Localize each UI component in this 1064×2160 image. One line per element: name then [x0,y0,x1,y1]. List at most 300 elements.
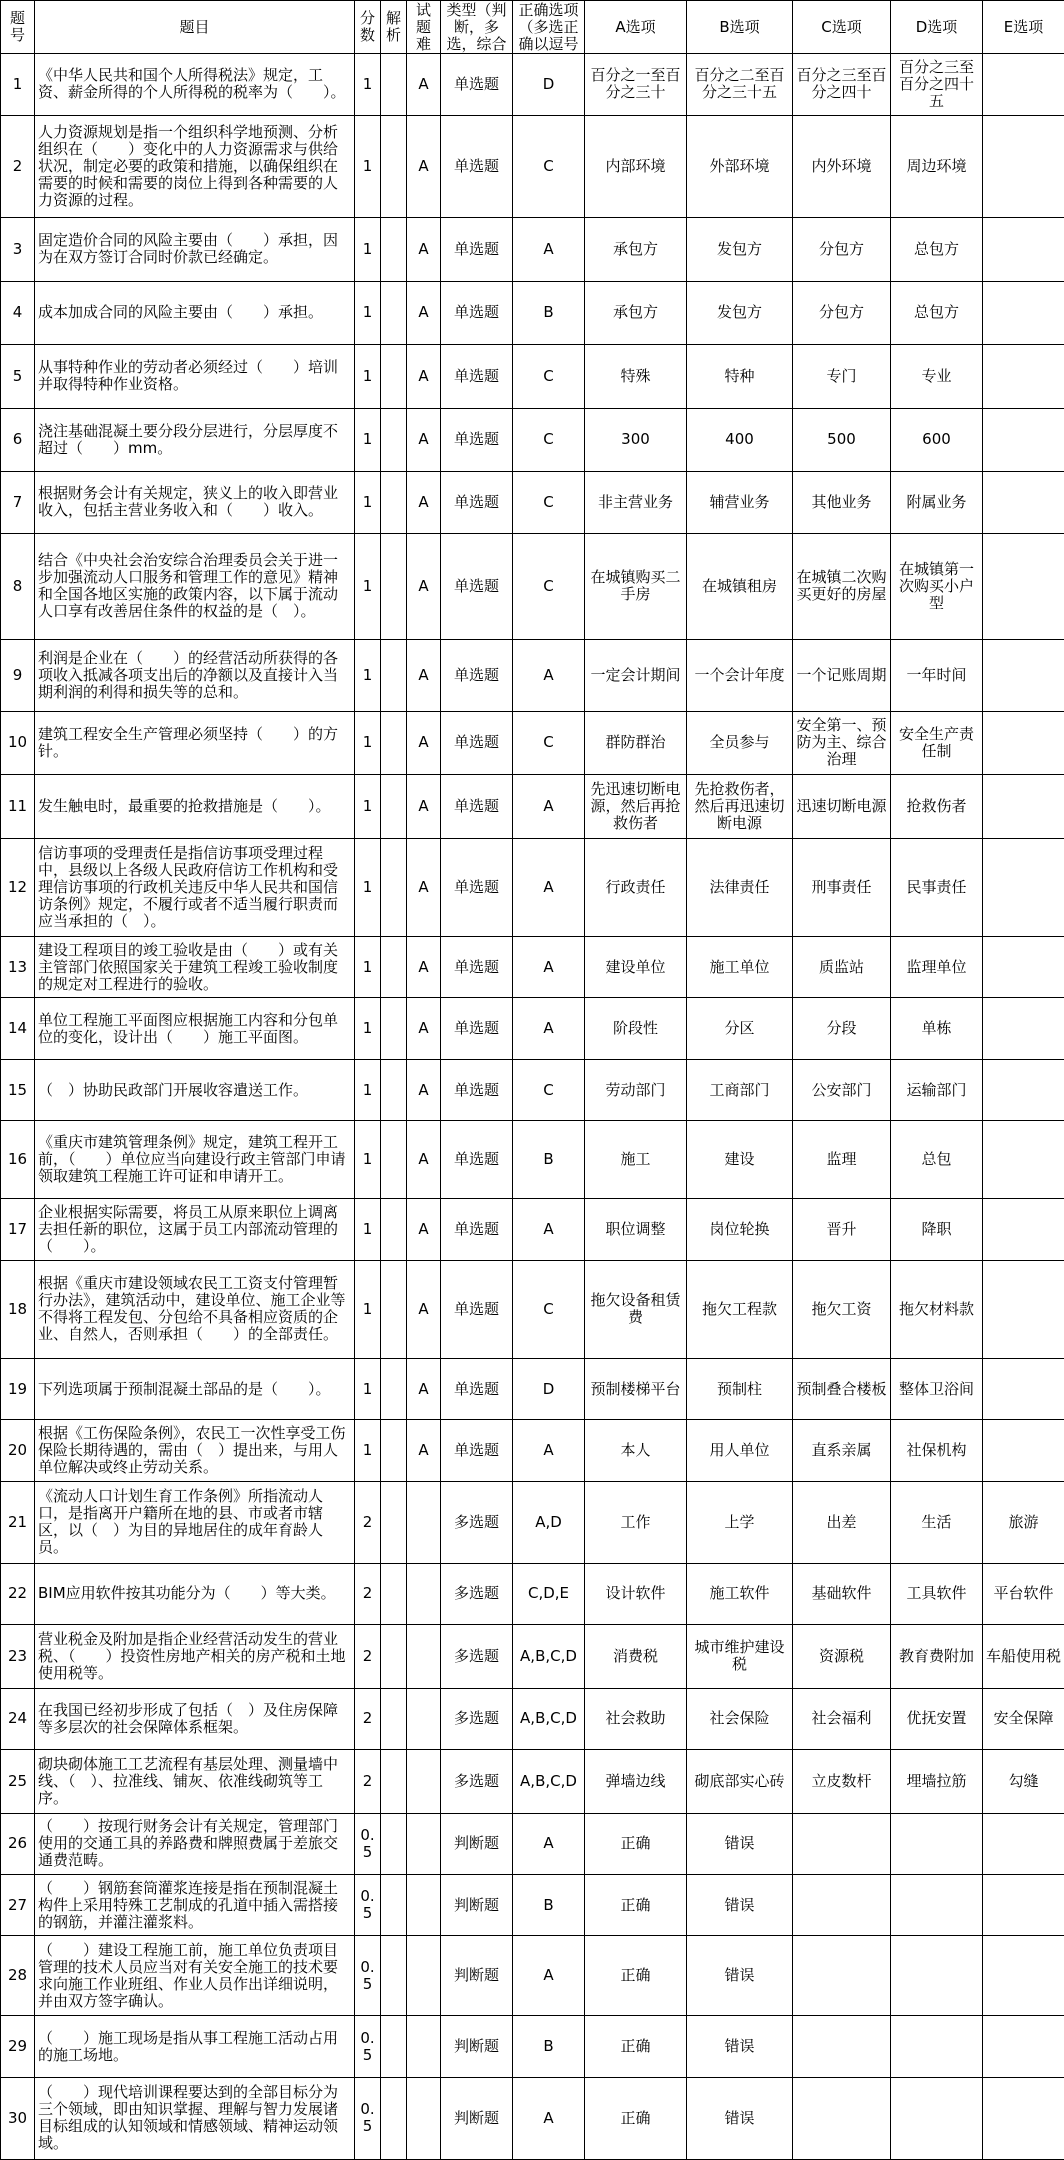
cell-option-a: 设计软件 [585,1563,687,1624]
cell-num: 30 [1,2077,35,2159]
cell-difficulty: A [407,472,441,533]
cell-option-e [983,345,1064,409]
table-row [1,408,1064,472]
cell-option-d: 周边环境 [891,115,983,217]
cell-option-a: 特殊 [585,345,687,409]
cell-correct: B [513,281,585,345]
cell-option-c: 资源税 [793,1625,891,1689]
table-row [1,775,1064,839]
cell-type: 单选题 [441,1121,513,1199]
cell-option-d [891,1875,983,1936]
cell-option-e [983,640,1064,712]
cell-option-b: 分区 [687,998,793,1059]
cell-option-d: 降职 [891,1199,983,1260]
cell-correct: A,B,C,D [513,1750,585,1814]
cell-option-d [891,2016,983,2077]
cell-type: 多选题 [441,1481,513,1563]
cell-type: 多选题 [441,1563,513,1624]
table-row [1,281,1064,345]
table-row [1,2077,1064,2159]
cell-type: 单选题 [441,533,513,640]
cell-type: 单选题 [441,408,513,472]
table-row [1,838,1064,936]
cell-score: 1 [355,775,381,839]
cell-analysis [381,1563,407,1624]
cell-score: 1 [355,533,381,640]
header-cell-analysis: 解析 [381,1,407,54]
cell-option-d: 百分之三至百分之四十五 [891,54,983,115]
cell-option-b: 错误 [687,1813,793,1874]
cell-score: 1 [355,281,381,345]
cell-correct: A [513,1936,585,2016]
table-row [1,1358,1064,1419]
cell-option-d: 优抚安置 [891,1688,983,1749]
cell-option-c: 预制叠合楼板 [793,1358,891,1419]
cell-option-d [891,1936,983,2016]
cell-difficulty: A [407,640,441,712]
header-cell-difficulty: 试题难 [407,1,441,54]
cell-option-d: 一年时间 [891,640,983,712]
cell-score: 1 [355,1121,381,1199]
cell-analysis [381,711,407,775]
cell-option-d: 安全生产责任制 [891,711,983,775]
cell-option-e [983,533,1064,640]
cell-option-e [983,1260,1064,1358]
cell-num: 16 [1,1121,35,1199]
cell-correct: A [513,1199,585,1260]
cell-num: 22 [1,1563,35,1624]
cell-option-a: 本人 [585,1420,687,1481]
cell-difficulty [407,1481,441,1563]
cell-score: 1 [355,998,381,1059]
cell-question: （ ）现代培训课程要达到的全部目标分为三个领域，即由知识掌握、理解与智力发展诸目标组成的认知领域和情感领域、精神运动领域。 [35,2077,355,2159]
table-row [1,1688,1064,1749]
cell-option-c: 分包方 [793,218,891,282]
header-cell-option-d: D选项 [891,1,983,54]
cell-analysis [381,1059,407,1120]
cell-option-d: 600 [891,408,983,472]
cell-option-b: 错误 [687,1875,793,1936]
cell-option-c: 分段 [793,998,891,1059]
cell-difficulty: A [407,1121,441,1199]
cell-type: 判断题 [441,2077,513,2159]
cell-type: 单选题 [441,640,513,712]
cell-option-e: 安全保障 [983,1688,1064,1749]
cell-correct: A [513,937,585,998]
cell-option-a: 正确 [585,2077,687,2159]
cell-option-b: 施工单位 [687,937,793,998]
cell-num: 29 [1,2016,35,2077]
cell-score: 1 [355,408,381,472]
cell-option-a: 先迅速切断电源，然后再抢救伤者 [585,775,687,839]
table-row [1,1121,1064,1199]
cell-option-b: 建设 [687,1121,793,1199]
cell-correct: D [513,54,585,115]
cell-option-e [983,2016,1064,2077]
cell-question: 成本加成合同的风险主要由（ ）承担。 [35,281,355,345]
cell-question: 根据《重庆市建设领域农民工工资支付管理暂行办法》，建筑活动中，建设单位、施工企业等不得将工程发包、分包给不具备相应资质的企业、自然人，否则承担（ ）的全部责任。 [35,1260,355,1358]
cell-type: 单选题 [441,54,513,115]
cell-option-b: 工商部门 [687,1059,793,1120]
cell-question: 人力资源规划是指一个组织科学地预测、分析组织在（ ）变化中的人力资源需求与供给状况，制定必要的政策和措施，以确保组织在需要的时候和需要的岗位上得到各种需要的人力资源的过程。 [35,115,355,217]
cell-correct: C [513,1260,585,1358]
cell-difficulty [407,1813,441,1874]
header-cell-option-a: A选项 [585,1,687,54]
cell-score: 2 [355,1481,381,1563]
cell-num: 12 [1,838,35,936]
header-cell-option-b: B选项 [687,1,793,54]
cell-analysis [381,281,407,345]
cell-option-a: 正确 [585,1936,687,2016]
cell-analysis [381,218,407,282]
cell-num: 24 [1,1688,35,1749]
cell-analysis [381,1813,407,1874]
cell-option-e [983,937,1064,998]
cell-difficulty [407,1750,441,1814]
cell-option-a: 社会救助 [585,1688,687,1749]
cell-option-d: 拖欠材料款 [891,1260,983,1358]
cell-num: 28 [1,1936,35,2016]
cell-option-c [793,2077,891,2159]
cell-score: 2 [355,1625,381,1689]
cell-option-e [983,1199,1064,1260]
cell-option-b: 预制柱 [687,1358,793,1419]
cell-correct: A [513,838,585,936]
cell-option-c: 迅速切断电源 [793,775,891,839]
cell-correct: C [513,533,585,640]
cell-option-b: 特种 [687,345,793,409]
cell-difficulty: A [407,218,441,282]
cell-num: 11 [1,775,35,839]
cell-option-a: 消费税 [585,1625,687,1689]
cell-score: 1 [355,115,381,217]
cell-option-a: 正确 [585,1875,687,1936]
cell-difficulty: A [407,775,441,839]
cell-option-e: 车船使用税 [983,1625,1064,1689]
header-cell-question: 题目 [35,1,355,54]
cell-option-a: 300 [585,408,687,472]
cell-option-c [793,1875,891,1936]
cell-option-a: 预制楼梯平台 [585,1358,687,1419]
cell-num: 9 [1,640,35,712]
cell-correct: C [513,115,585,217]
cell-option-c: 500 [793,408,891,472]
cell-type: 单选题 [441,711,513,775]
cell-type: 判断题 [441,1813,513,1874]
cell-difficulty: A [407,1260,441,1358]
cell-num: 1 [1,54,35,115]
cell-type: 单选题 [441,937,513,998]
cell-option-a: 非主营业务 [585,472,687,533]
cell-num: 25 [1,1750,35,1814]
cell-option-b: 发包方 [687,218,793,282]
cell-option-c: 其他业务 [793,472,891,533]
cell-question: 结合《中央社会治安综合治理委员会关于进一步加强流动人口服务和管理工作的意见》精神和全国各地区实施的政策内容，以下属于流动人口享有改善居住条件的权益的是（ ）。 [35,533,355,640]
cell-option-b: 辅营业务 [687,472,793,533]
cell-score: 0.5 [355,2016,381,2077]
cell-correct: A [513,218,585,282]
cell-analysis [381,115,407,217]
cell-difficulty [407,1936,441,2016]
cell-question: 《流动人口计划生育工作条例》所指流动人口，是指离开户籍所在地的县、市或者市辖区，以（ ）为目的异地居住的成年育龄人员。 [35,1481,355,1563]
cell-option-c [793,1936,891,2016]
table-row [1,54,1064,115]
cell-option-e [983,998,1064,1059]
cell-option-e [983,281,1064,345]
cell-option-a: 工作 [585,1481,687,1563]
cell-option-d: 总包 [891,1121,983,1199]
cell-correct: C [513,408,585,472]
cell-analysis [381,408,407,472]
cell-difficulty: A [407,1420,441,1481]
cell-option-a: 群防群治 [585,711,687,775]
cell-num: 8 [1,533,35,640]
cell-option-d: 专业 [891,345,983,409]
cell-option-a: 承包方 [585,218,687,282]
header-cell-score: 分数 [355,1,381,54]
cell-option-c: 出差 [793,1481,891,1563]
table-row [1,1936,1064,2016]
table-row [1,1750,1064,1814]
cell-difficulty: A [407,711,441,775]
cell-analysis [381,775,407,839]
cell-option-c: 百分之三至百分之四十 [793,54,891,115]
cell-option-e [983,775,1064,839]
cell-option-b: 外部环境 [687,115,793,217]
cell-analysis [381,998,407,1059]
cell-option-b: 一个会计年度 [687,640,793,712]
cell-option-b: 拖欠工程款 [687,1260,793,1358]
cell-option-b: 在城镇租房 [687,533,793,640]
cell-analysis [381,54,407,115]
cell-score: 2 [355,1750,381,1814]
cell-analysis [381,1260,407,1358]
header-cell-option-e: E选项 [983,1,1064,54]
cell-question: 营业税金及附加是指企业经营活动发生的营业税、（ ）投资性房地产相关的房产税和土地使用税等。 [35,1625,355,1689]
cell-score: 2 [355,1688,381,1749]
cell-type: 单选题 [441,472,513,533]
cell-num: 7 [1,472,35,533]
cell-option-b: 用人单位 [687,1420,793,1481]
table-row [1,640,1064,712]
cell-option-e [983,1121,1064,1199]
cell-score: 1 [355,1059,381,1120]
header-cell-correct: 正确选项（多选正确以逗号 [513,1,585,54]
cell-option-b: 先抢救伤者，然后再迅速切断电源 [687,775,793,839]
cell-type: 单选题 [441,1260,513,1358]
cell-option-b: 法律责任 [687,838,793,936]
cell-score: 1 [355,54,381,115]
cell-question: 利润是企业在（ ）的经营活动所获得的各项收入抵减各项支出后的净额以及直接计入当期利润的利得和损失等的总和。 [35,640,355,712]
cell-option-e: 勾缝 [983,1750,1064,1814]
cell-num: 19 [1,1358,35,1419]
cell-option-c: 拖欠工资 [793,1260,891,1358]
cell-type: 单选题 [441,775,513,839]
cell-option-d: 附属业务 [891,472,983,533]
cell-question: 固定造价合同的风险主要由（ ）承担，因为在双方签订合同时价款已经确定。 [35,218,355,282]
cell-option-c: 基础软件 [793,1563,891,1624]
cell-option-b: 全员参与 [687,711,793,775]
cell-analysis [381,2016,407,2077]
cell-option-b: 上学 [687,1481,793,1563]
cell-analysis [381,1750,407,1814]
cell-correct: B [513,1875,585,1936]
cell-difficulty [407,1563,441,1624]
cell-option-b: 岗位轮换 [687,1199,793,1260]
cell-type: 单选题 [441,838,513,936]
table-row [1,1059,1064,1120]
cell-option-c: 刑事责任 [793,838,891,936]
cell-analysis [381,640,407,712]
cell-option-e [983,115,1064,217]
cell-option-a: 一定会计期间 [585,640,687,712]
table-row [1,2016,1064,2077]
cell-question: （ ）协助民政部门开展收容遣送工作。 [35,1059,355,1120]
cell-option-c: 晋升 [793,1199,891,1260]
cell-type: 单选题 [441,1199,513,1260]
cell-correct: A [513,2077,585,2159]
cell-option-c: 安全第一、预防为主、综合治理 [793,711,891,775]
cell-option-d: 运输部门 [891,1059,983,1120]
table-row [1,533,1064,640]
cell-type: 单选题 [441,1420,513,1481]
table-row [1,472,1064,533]
cell-option-e [983,1936,1064,2016]
cell-option-b: 社会保险 [687,1688,793,1749]
cell-option-d: 埋墙拉筋 [891,1750,983,1814]
cell-type: 单选题 [441,1358,513,1419]
cell-option-e [983,54,1064,115]
cell-option-a: 内部环境 [585,115,687,217]
cell-option-b: 施工软件 [687,1563,793,1624]
cell-option-a: 拖欠设备租赁费 [585,1260,687,1358]
cell-option-d: 社保机构 [891,1420,983,1481]
cell-num: 18 [1,1260,35,1358]
cell-option-c: 质监站 [793,937,891,998]
cell-num: 23 [1,1625,35,1689]
cell-option-a: 阶段性 [585,998,687,1059]
cell-score: 1 [355,345,381,409]
cell-correct: A [513,998,585,1059]
cell-type: 多选题 [441,1750,513,1814]
cell-option-d: 总包方 [891,218,983,282]
cell-type: 单选题 [441,115,513,217]
cell-analysis [381,2077,407,2159]
cell-option-c [793,1813,891,1874]
cell-option-e [983,472,1064,533]
cell-difficulty: A [407,838,441,936]
cell-question: 根据《工伤保险条例》，农民工一次性享受工伤保险长期待遇的，需由（ ）提出来，与用人单位解决或终止劳动关系。 [35,1420,355,1481]
cell-question: 砌块砌体施工工艺流程有基层处理、测量墙中线、（ ）、拉准线、铺灰、依准线砌筑等工序。 [35,1750,355,1814]
cell-option-b: 城市维护建设税 [687,1625,793,1689]
cell-option-e [983,838,1064,936]
cell-analysis [381,1875,407,1936]
cell-correct: C,D,E [513,1563,585,1624]
cell-question: （ ）施工现场是指从事工程施工活动占用的施工场地。 [35,2016,355,2077]
cell-option-a: 劳动部门 [585,1059,687,1120]
cell-type: 单选题 [441,281,513,345]
cell-option-a: 在城镇购买二手房 [585,533,687,640]
cell-type: 判断题 [441,2016,513,2077]
cell-score: 1 [355,640,381,712]
cell-score: 1 [355,1358,381,1419]
cell-option-e: 平台软件 [983,1563,1064,1624]
cell-option-a: 建设单位 [585,937,687,998]
cell-option-b: 错误 [687,2077,793,2159]
cell-option-d: 在城镇第一次购买小户型 [891,533,983,640]
cell-type: 单选题 [441,998,513,1059]
cell-correct: C [513,711,585,775]
cell-difficulty: A [407,345,441,409]
cell-score: 1 [355,838,381,936]
cell-score: 1 [355,1420,381,1481]
cell-correct: A [513,1420,585,1481]
cell-analysis [381,1688,407,1749]
cell-correct: A,B,C,D [513,1625,585,1689]
cell-num: 26 [1,1813,35,1874]
cell-difficulty [407,1625,441,1689]
cell-correct: A [513,775,585,839]
cell-difficulty: A [407,1199,441,1260]
cell-difficulty: A [407,998,441,1059]
cell-type: 多选题 [441,1688,513,1749]
cell-question: 建设工程项目的竣工验收是由（ ）或有关主管部门依照国家关于建筑工程竣工验收制度的规定对工程进行的验收。 [35,937,355,998]
cell-option-d: 教育费附加 [891,1625,983,1689]
cell-difficulty: A [407,281,441,345]
cell-option-e: 旅游 [983,1481,1064,1563]
cell-option-c: 直系亲属 [793,1420,891,1481]
cell-question: 《中华人民共和国个人所得税法》规定，工资、薪金所得的个人所得税的税率为（ ）。 [35,54,355,115]
cell-question: 建筑工程安全生产管理必须坚持（ ）的方针。 [35,711,355,775]
cell-num: 15 [1,1059,35,1120]
cell-correct: D [513,1358,585,1419]
cell-score: 0.5 [355,1813,381,1874]
cell-difficulty [407,2077,441,2159]
cell-num: 27 [1,1875,35,1936]
cell-difficulty: A [407,54,441,115]
cell-analysis [381,472,407,533]
cell-option-d: 民事责任 [891,838,983,936]
table-row [1,345,1064,409]
cell-option-c: 分包方 [793,281,891,345]
cell-num: 6 [1,408,35,472]
cell-correct: A [513,1813,585,1874]
cell-option-d [891,1813,983,1874]
cell-score: 1 [355,218,381,282]
cell-score: 1 [355,1260,381,1358]
table-row [1,1420,1064,1481]
cell-score: 1 [355,711,381,775]
cell-type: 单选题 [441,345,513,409]
cell-option-b: 发包方 [687,281,793,345]
cell-score: 0.5 [355,2077,381,2159]
cell-difficulty: A [407,937,441,998]
cell-option-c: 社会福利 [793,1688,891,1749]
cell-option-e [983,2077,1064,2159]
cell-question: （ ）钢筋套筒灌浆连接是指在预制混凝土构件上采用特殊工艺制成的孔道中插入需搭接的钢筋，并灌注灌浆料。 [35,1875,355,1936]
cell-question: BIM应用软件按其功能分为（ ）等大类。 [35,1563,355,1624]
cell-option-a: 百分之一至百分之三十 [585,54,687,115]
cell-option-e [983,1358,1064,1419]
cell-option-d: 总包方 [891,281,983,345]
cell-analysis [381,1199,407,1260]
cell-option-a: 弹墙边线 [585,1750,687,1814]
cell-num: 4 [1,281,35,345]
cell-correct: A [513,640,585,712]
cell-option-a: 正确 [585,2016,687,2077]
cell-correct: C [513,345,585,409]
cell-num: 13 [1,937,35,998]
